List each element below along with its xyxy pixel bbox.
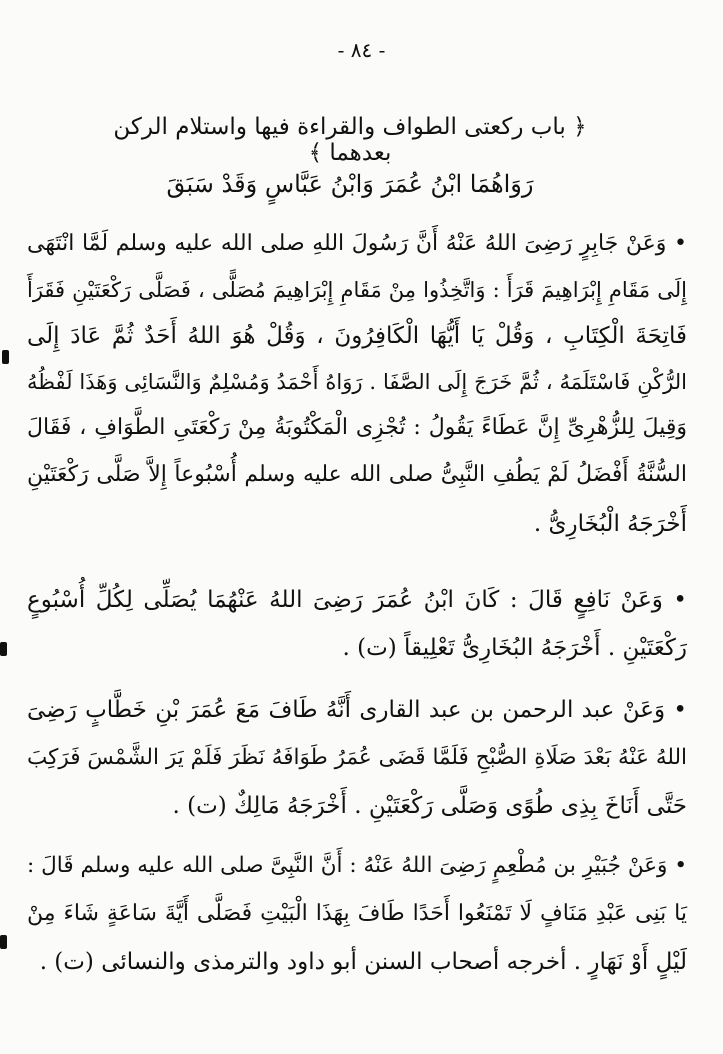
chapter-note: رَوَاهُمَا ابْنُ عُمَرَ وَابْنُ عَبَّاسٍ وَقَدْ سَبَقَ [166, 170, 534, 198]
margin-mark [0, 935, 7, 949]
margin-mark [2, 350, 9, 364]
text-line: لَيْلٍ أَوْ نَهَارٍ . أخرجه أصحاب السنن أبو داود والترمذى والنسائى (ت) . [39, 949, 687, 975]
text-line: • وَعَنْ عبد الرحمن بن عبد القارى أَنَّهُ طَافَ مَعَ عُمَرَ بْنِ خَطَّابٍ رَضِىَ [27, 697, 687, 723]
text-line: أَخْرَجَهُ الْبُخَارِىُّ . [533, 511, 687, 537]
text-line: • وَعَنْ نَافِعٍ قَالَ : كَانَ ابْنُ عُمَرَ رَضِىَ اللهُ عَنْهُمَا يُصَلِّى لِكُلِّ أُسْبُوعٍ [27, 587, 687, 613]
page-number: - ٨٤ - [337, 38, 386, 62]
text-line: وَقِيلَ لِلزُّهْرِىِّ إِنَّ عَطَاءً يَقُولُ : تُجْزِى الْمَكْتُوبَةُ مِنْ رَكْعَتَىِ الطَّوَافِ ، فَقَالَ [27, 415, 687, 440]
text-line: فَاتِحَةَ الْكِتَابِ ، وَقُلْ يَا أَيُّهَا الْكَافِرُونَ ، وَقُلْ هُوَ اللهُ أَحَدٌ ثُمَّ عَادَ إِلَى [27, 323, 687, 349]
margin-mark [0, 642, 7, 656]
text-line: السُّنَّةُ أَفْضَلُ لَمْ يَطُفِ النَّبِىُّ صلى الله عليه وسلم أُسْبُوعاً إِلاَّ صَلَّى رَكْعَتَيْنِ [27, 462, 687, 487]
chapter-heading: ﴿ باب ركعتى الطواف والقراءة فيها واستلام الركن بعدهما ﴾ [113, 114, 587, 166]
text-line: • وَعَنْ جُبَيْرِ بن مُطْعِمٍ رَضِىَ اللهُ عَنْهُ : أَنَّ النَّبِىَّ صلى الله عليه وسلم قَالَ : [27, 853, 687, 878]
text-line: الرُّكْنِ فَاسْتَلَمَهُ ، ثُمَّ خَرَجَ إِلَى الصَّفَا . رَوَاهُ أَحْمَدُ وَمُسْلِمٌ وَالنَّسَائِى وَهَذَا لَفْظُهُ [27, 370, 687, 394]
text-line: اللهُ عَنْهُ بَعْدَ صَلَاةِ الصُّبْحِ فَلَمَّا قَضَى عُمَرُ طَوَافَهُ نَظَرَ فَلَمْ يَرَ الشَّمْسَ فَرَكِبَ [27, 745, 687, 770]
text-line: • وَعَنْ جَابِرٍ رَضِىَ اللهُ عَنْهُ أَنَّ رَسُولَ اللهِ صلى الله عليه وسلم لَمَّا انْتَهَى [27, 231, 687, 256]
text-line: رَكْعَتَيْنِ . أَخْرَجَهُ البُخَارِىُّ تَعْلِيقاً (ت) . [342, 635, 687, 661]
text-line: إِلَى مَقَامِ إِبْرَاهِيمَ قَرَأَ : وَاتَّخِذُوا مِنْ مَقَامِ إِبْرَاهِيمَ مُصَلًّى ، فَصَلَّى رَكْعَتَيْنِ فَقَرَأَ [27, 278, 687, 302]
text-line: يَا بَنِى عَبْدِ مَنَافٍ لَا تَمْنَعُوا أَحَدًا طَافَ بِهَذَا الْبَيْتِ فَصَلَّى أَيَّةَ سَاعَةٍ شَاءَ مِنْ [27, 901, 687, 926]
text-line: حَتَّى أَنَاخَ بِذِى طُوًى وَصَلَّى رَكْعَتَيْنِ . أَخْرَجَهُ مَالِكٌ (ت) . [172, 793, 687, 819]
